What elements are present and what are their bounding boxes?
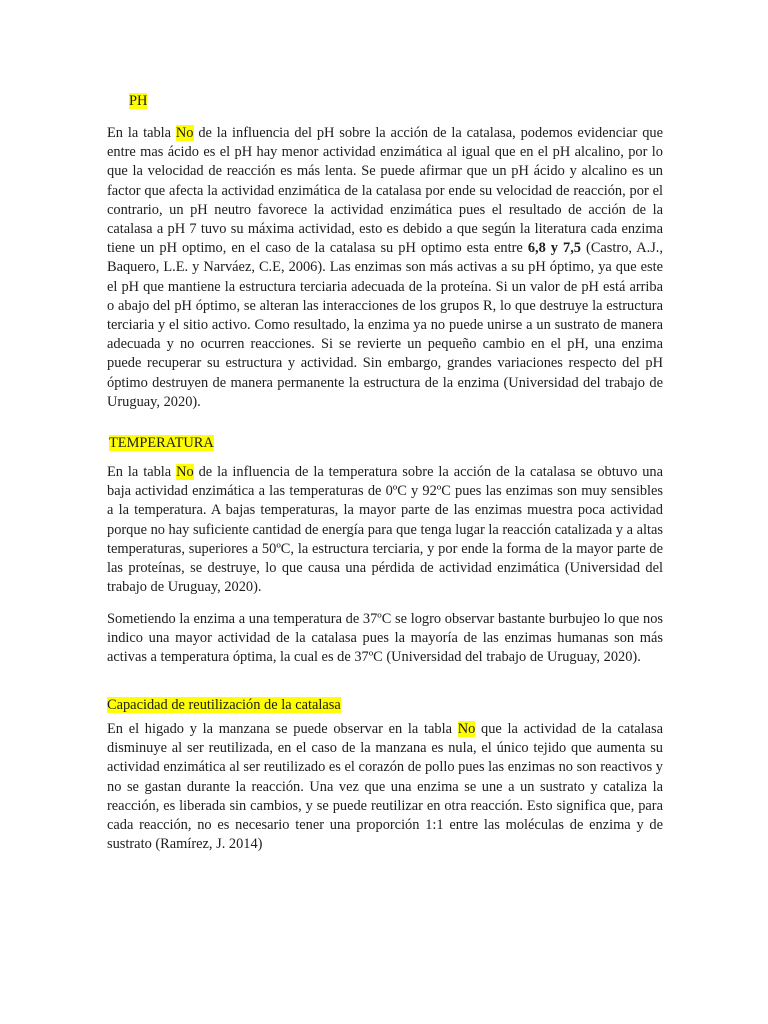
reut-text-1: En el higado y la manzana se puede observar en la tabla — [107, 721, 458, 737]
table-number-placeholder: No — [457, 721, 476, 737]
table-number-placeholder: No — [176, 464, 194, 480]
ph-text-1: En la tabla — [107, 125, 176, 141]
heading-ph-text: PH — [129, 93, 148, 109]
reut-text-2: que la actividad de la catalasa disminuye al ser reutilizada, en el caso de la manzana es nula, el único tejido que aumenta su actividad enzimática al ser reutilizado es el corazón de pollo pues las enzimas no son reactivos y no se gastan durante la reacción. Una vez que una enzima se une a un sustrato y cataliza la reacción, es liberada sin cambios, y se puede reutilizar en otra reacción. Esto significa que, para cada reacción, no es necesario tener una proporción 1:1 entre las moléculas de enzima y de sustrato (Ramírez, J. 2014) — [107, 721, 663, 853]
paragraph-ph — [107, 124, 663, 412]
temp-text-2: de la influencia de la temperatura sobre la acción de la catalasa se obtuvo una baja actividad enzimática a las temperaturas de 0ºC y 92ºC pues las enzimas son muy sensibles a la temperatura. A bajas temperaturas, la mayor parte de las enzimas muestra poca actividad porque no hay suficiente cantidad de energía para que tenga lugar la reacción catalizada y a altas temperaturas, superiores a 50ºC, la estructura terciaria, y por ende la forma de la mayor parte de las proteínas, se destruye, lo que causa una pérdida de actividad enzimática (Universidad del trabajo de Uruguay, 2020). — [107, 464, 663, 596]
paragraph-temperatura-2 — [107, 610, 663, 668]
temp2-text: Sometiendo la enzima a una temperatura de 37ºC se logro observar bastante burbujeo lo que nos indico una mayor actividad de la catalasa pues la mayoría de las enzimas humanas son más activas a temperatura óptima, la cual es de 37ºC (Universidad del trabajo de Uruguay, 2020). — [107, 611, 663, 666]
heading-reutilizacion — [107, 696, 341, 715]
paragraph-reutilizacion — [107, 720, 663, 854]
heading-reutilizacion-text: Capacidad de reutilización de la catalasa — [107, 697, 341, 713]
ph-text-3: (Castro, A.J., Baquero, L.E. y Narváez, C.E, 2006). Las enzimas son más activas a su pH óptimo, ya que este el pH que mantiene la estructura terciaria adecuada de la proteína. Si un valor de pH está arriba o abajo del pH óptimo, se alteran las interacciones de los grupos R, lo que destruye la estructura terciaria y el sitio activo. Como resultado, la enzima ya no puede unirse a un sustrato de manera adecuada y no ocurren reacciones. Si se revierte un pequeño cambio en el pH, una enzima puede recuperar su estructura y actividad. Sin embargo, grandes variaciones respecto del pH óptimo destruyen de manera permanente la estructura de la enzima (Universidad del trabajo de Uruguay, 2020). — [107, 240, 663, 410]
heading-ph — [129, 92, 147, 111]
temp-text-1: En la tabla — [107, 464, 177, 480]
paragraph-temperatura-1 — [107, 463, 663, 597]
heading-temperatura-text: TEMPERATURA — [109, 435, 214, 451]
table-number-placeholder: No — [175, 125, 194, 141]
ph-text-2: de la influencia del pH sobre la acción de la catalasa, podemos evidenciar que entre mas ácido es el pH hay menor actividad enzimática al igual que en el pH alcalino, por lo que la velocidad de reacción es más lenta. Se puede afirmar que un pH ácido y alcalino es un factor que afecta la actividad enzimática de la catalasa por ende su velocidad de reacción, por el contrario, un pH neutro favorece la actividad enzimática pues el resultado de acción de la catalasa a pH 7 tuvo su máxima actividad, esto es debido a que según la literatura cada enzima tiene un pH optimo, en el caso de la catalasa su pH optimo esta entre — [107, 125, 663, 257]
ph-optimum-range: 6,8 y 7,5 — [527, 240, 582, 257]
heading-temperatura — [109, 434, 214, 453]
